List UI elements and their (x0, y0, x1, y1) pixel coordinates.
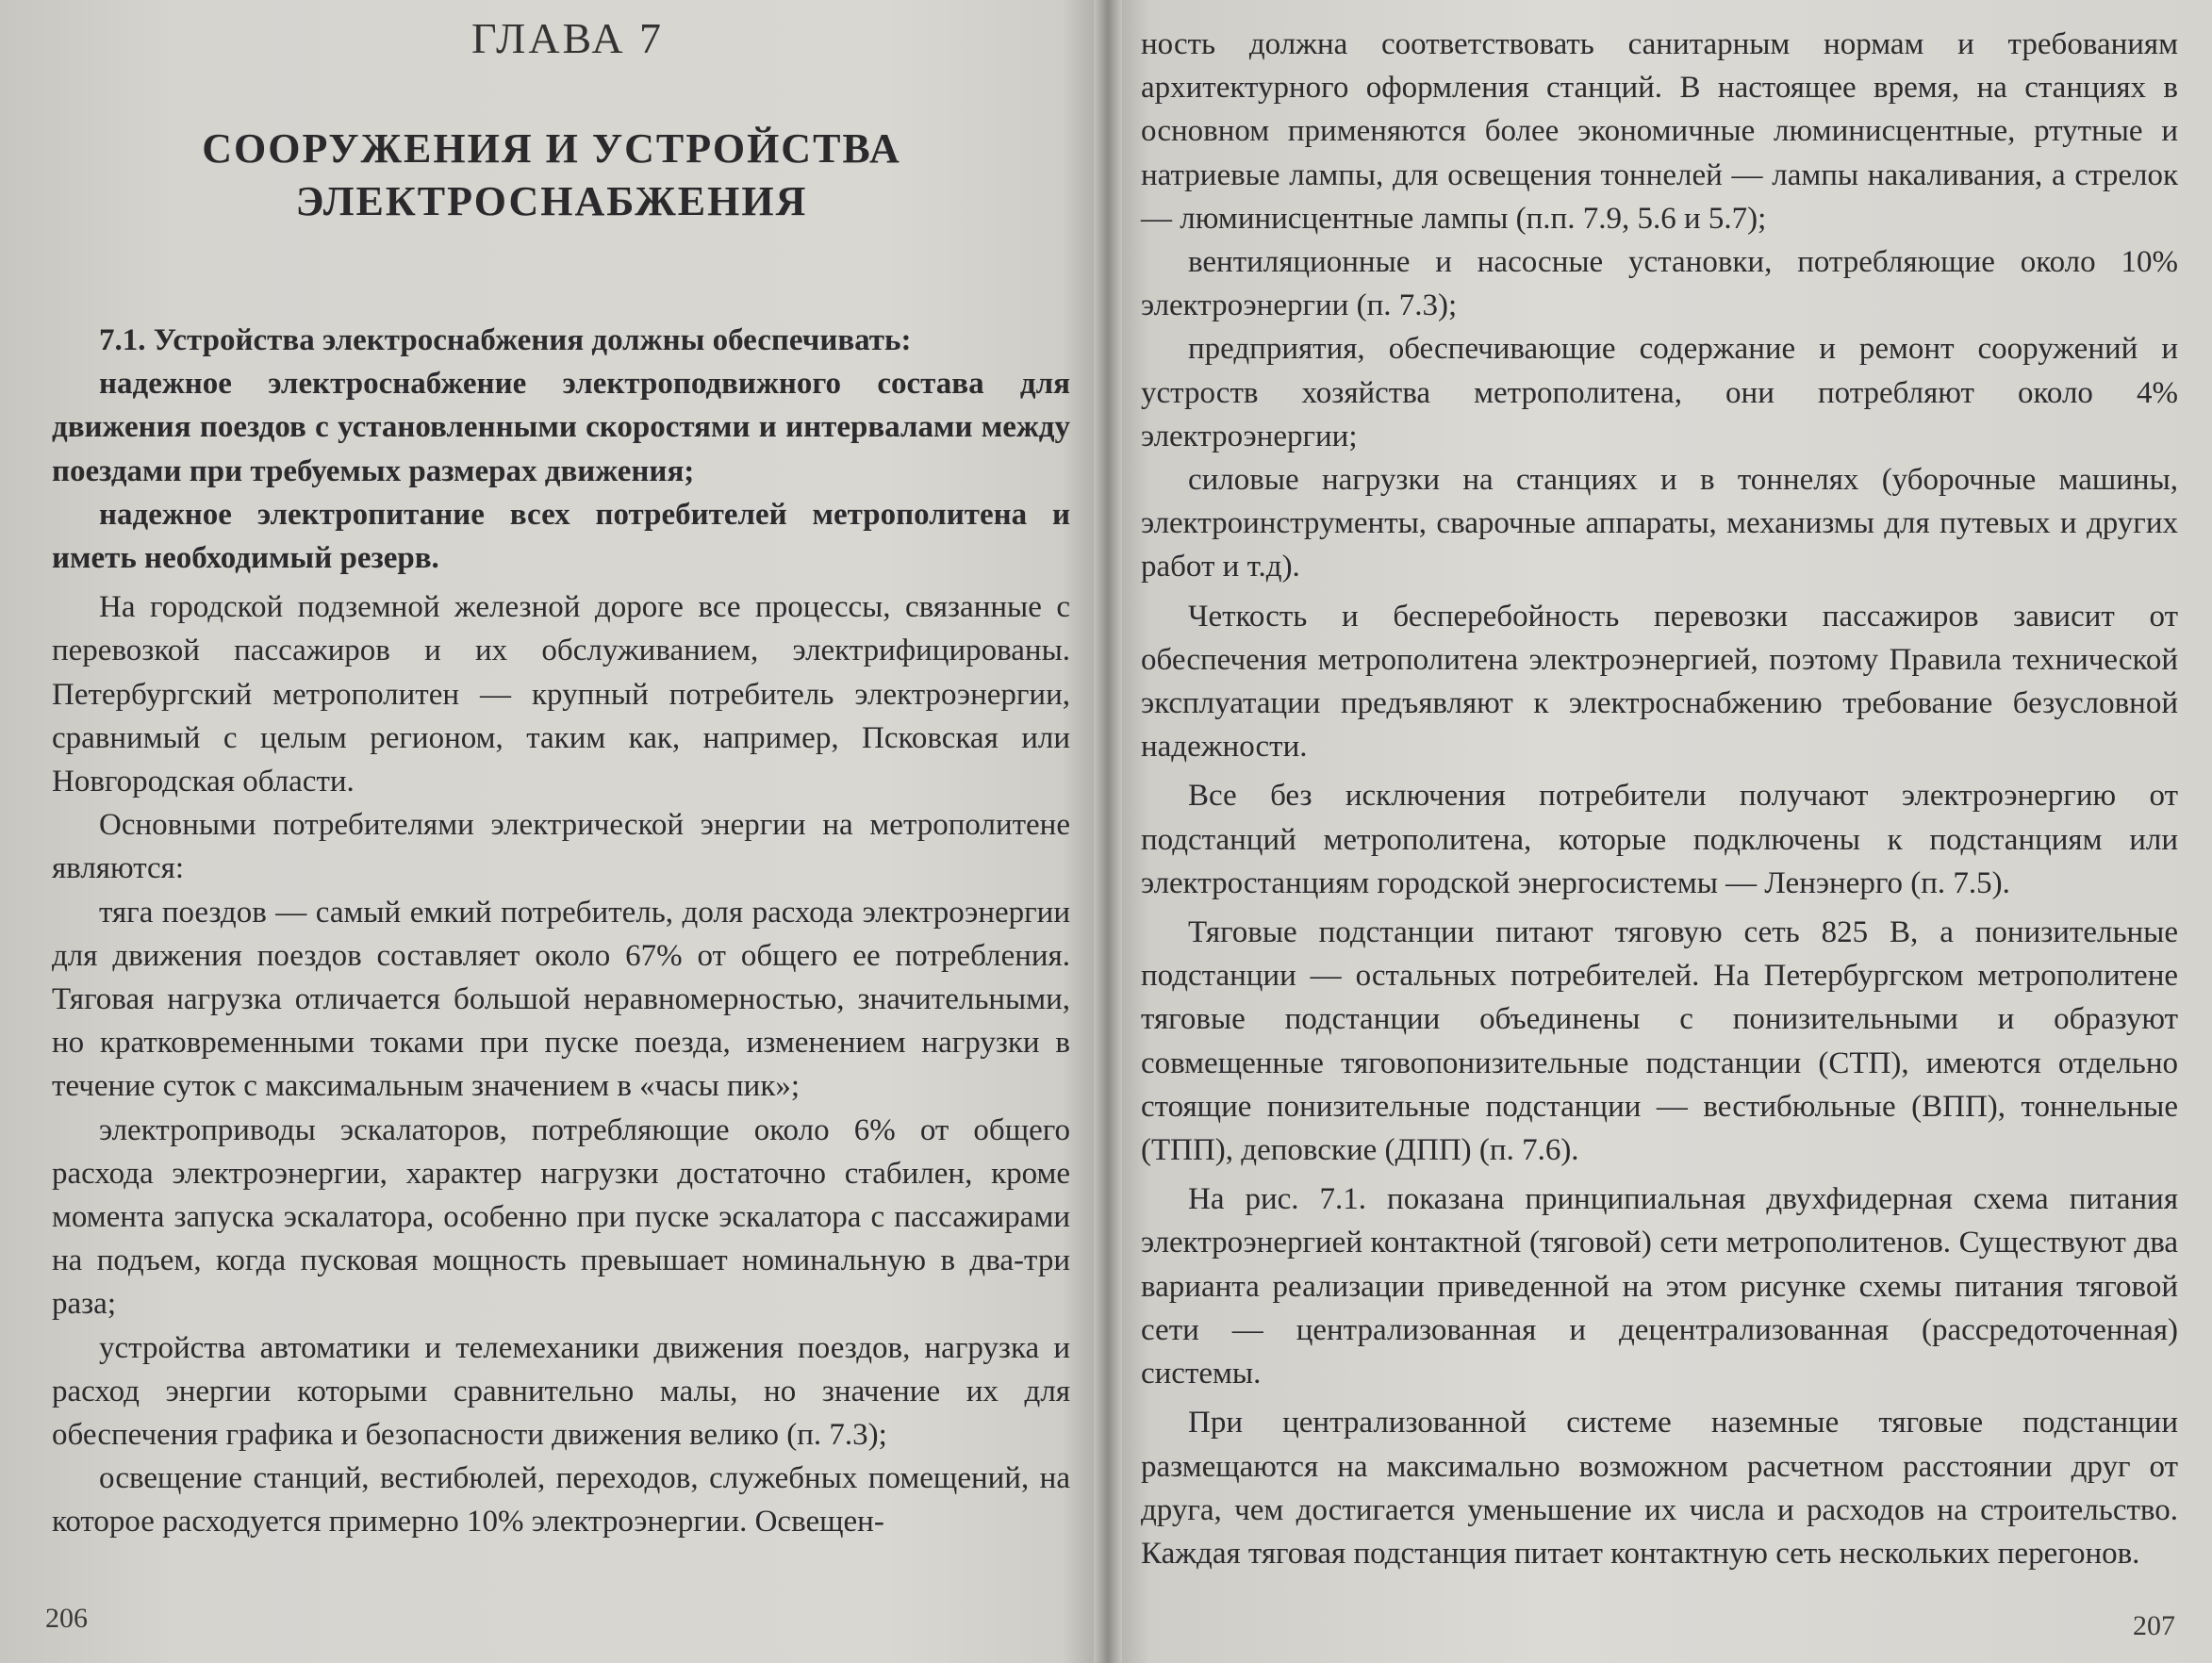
paragraph: тяга поездов — самый емкий потребитель, доля расхода электроэнергии для движения поездов составляет около 67% от общего ее потребления. Тяговая нагрузка отличается большой неравномерностью, значительными, но кратковременными токами при пуске поезда, изменением нагрузки в течение суток с максимальным значением в «часы пик»; (52, 895, 1070, 1104)
left-page-body (52, 319, 1070, 1544)
page-number: 207 (2133, 1610, 2175, 1641)
paragraph: На рис. 7.1. показана принципиальная двухфидерная схема питания электроэнергией контактной (тяговой) сети метрополитенов. Существуют два варианта реализации приведенной на этом рисунке схемы питания тяговой сети — централизованная и децентрализованная (рассредоточенная) системы. (1141, 1182, 2178, 1391)
paragraph: При централизованной системе наземные тяговые подстанции размещаются на максимально возможном расчетном расстоянии друг от друга, чем достигается уменьшение их числа и расходов на строительство. Каждая тяговая подстанция питает контактную сеть нескольких перегонов. (1141, 1406, 2178, 1571)
section-heading: 7.1. Устройства электроснабжения должны обеспечивать: (99, 323, 912, 357)
paragraph: предприятия, обеспечивающие содержание и ремонт сооружений и устроств хозяйства метрополитена, они потребляют около 4% электроэнергии; (1141, 332, 2178, 453)
paragraph: Основными потребителями электрической энергии на метрополитене являются: (52, 808, 1070, 886)
right-page-body (1141, 23, 2178, 1575)
paragraph: надежное электроснабжение электроподвижного состава для движения поездов с установленными скоростями и интервалами между поездами при требуемых размерах движения; (52, 367, 1070, 488)
paragraph: освещение станций, вестибюлей, переходов, служебных помещений, на которое расходуется примерно 10% электроэнергии. Освещен- (52, 1461, 1070, 1540)
paragraph: силовые нагрузки на станциях и в тоннелях (уборочные машины, электроинструменты, сварочные аппараты, механизмы для путевых и других работ и т.д). (1141, 463, 2178, 585)
paragraph: Все без исключения потребители получают электроэнергию от подстанций метрополитена, которые подключены к подстанциям или электростанциям городской энергосистемы — Ленэнерго (п. 7.5). (1141, 779, 2178, 900)
paragraph: устройства автоматики и телемеханики движения поездов, нагрузка и расход энергии которыми сравнительно малы, но значение их для обеспечения графика и безопасности движения велико (п. 7.3); (52, 1330, 1070, 1453)
paragraph: На городской подземной железной дороге все процессы, связанные с перевозкой пассажиров и их обслуживанием, электрифицированы. Петербургский метрополитен — крупный потребитель электроэнергии, сравнимый с целым регионом, таким как, например, Псковская или Новгородская области. (52, 590, 1070, 799)
paragraph: Четкость и бесперебойность перевозки пассажиров зависит от обеспечения метрополитена электроэнергией, поэтому Правила технической эксплуатации предъявляют к электроснабжению требование безусловной надежности. (1141, 599, 2178, 765)
page-number: 206 (45, 1603, 88, 1634)
paragraph: вентиляционные и насосные установки, потребляющие около 10% электроэнергии (п. 7.3); (1141, 245, 2178, 323)
paragraph: электроприводы эскалаторов, потребляющие около 6% от общего расхода электроэнергии, характер нагрузки достаточно стабилен, кроме момента запуска эскалатора, особенно при пуске эскалатора с пассажирами на подъем, когда пусковая мощность превышает номинальную в два-три раза; (52, 1112, 1070, 1322)
paragraph: ность должна соответствовать санитарным нормам и требованиям архитектурного оформления станций. В настоящее время, на станциях в основном применяются более экономичные люминисцентные, ртутные и натриевые лампы, для освещения тоннелей — лампы накаливания, а стрелок — люминисцентные лампы (п.п. 7.9, 5.6 и 5.7); (1141, 27, 2178, 236)
book-gutter (1094, 0, 1122, 1663)
paragraph: надежное электропитание всех потребителей метрополитена и иметь необходимый резерв. (52, 497, 1070, 576)
chapter-title-line: ЭЛЕКТРОСНАБЖЕНИЯ (295, 178, 808, 224)
chapter-title (52, 123, 1051, 228)
chapter-title-line: СООРУЖЕНИЯ И УСТРОЙСТВА (202, 125, 901, 172)
chapter-label: ГЛАВА 7 (471, 14, 665, 62)
paragraph: Тяговые подстанции питают тяговую сеть 825 В, а понизительные подстанции — остальных потребителей. На Петербургском метрополитене тяговые подстанции объединены с понизительными и образуют совмещенные тяговопонизительные подстанции (СТП), имеются отдельно стоящие понизительные подстанции — вестибюльные (ВПП), тоннельные (ТПП), деповские (ДПП) (п. 7.6). (1141, 915, 2178, 1168)
